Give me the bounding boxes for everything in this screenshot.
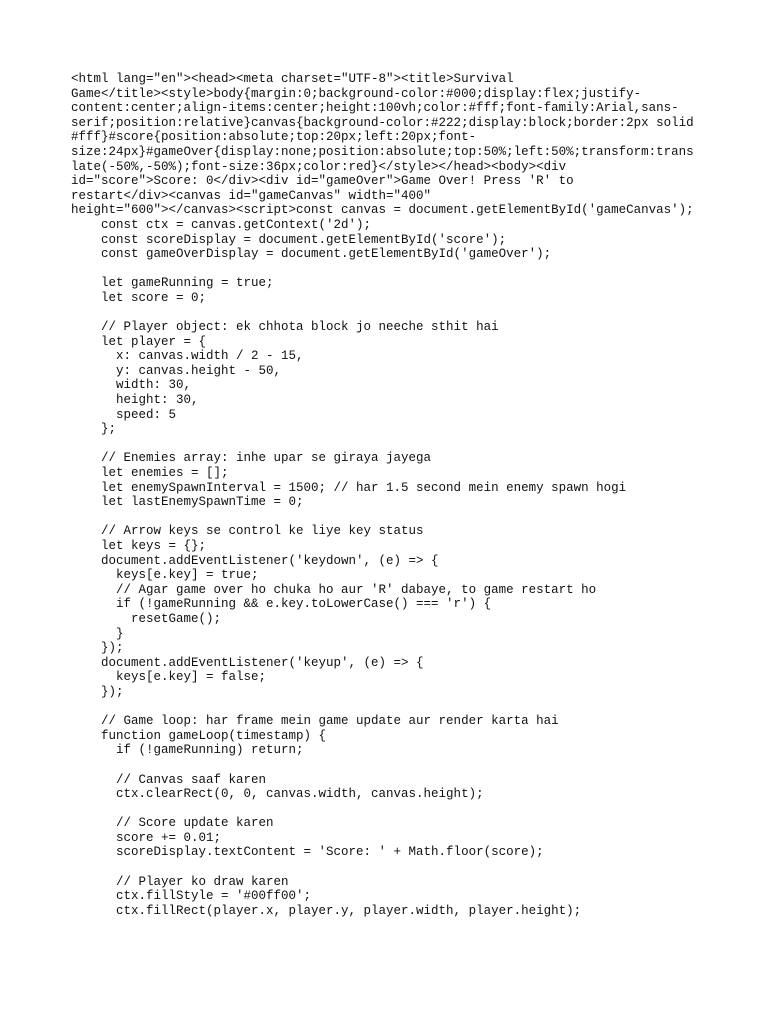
code-line: let keys = {};	[71, 539, 207, 553]
code-line	[71, 802, 711, 817]
code-line: speed: 5	[71, 407, 177, 422]
code-line: // Score update karen	[71, 816, 274, 831]
code-line: if (!gameRunning && e.key.toLowerCase() === 'r') {	[71, 597, 492, 612]
code-line: ctx.clearRect(0, 0, canvas.width, canvas.height);	[71, 787, 484, 802]
code-line: });	[71, 641, 124, 656]
code-line: const scoreDisplay = document.getElementById('score');	[71, 232, 507, 247]
code-line: scoreDisplay.textContent = 'Score: ' + Math.floor(score);	[71, 845, 544, 860]
code-line: let lastEnemySpawnTime = 0;	[71, 495, 304, 510]
code-line: id="score">Score: 0</div><div id="gameOver">Game Over! Press 'R' to	[71, 174, 574, 189]
code-line: function gameLoop(timestamp) {	[71, 728, 327, 743]
code-line: // Enemies array: inhe upar se giraya jayega	[71, 451, 432, 466]
code-line	[71, 860, 711, 875]
code-line: content:center;align-items:center;height:100vh;color:#fff;font-family:Arial,sans-	[71, 101, 679, 116]
code-line: // Arrow keys se control ke liye key status	[71, 524, 424, 539]
code-line: document.addEventListener('keydown', (e) => {	[71, 553, 439, 568]
code-line: let score = 0;	[71, 290, 207, 305]
code-line: late(-50%,-50%);font-size:36px;color:red}</style></head><body><div	[71, 159, 567, 174]
code-line: ctx.fillStyle = '#00ff00';	[71, 889, 312, 904]
code-line: #fff}#score{position:absolute;top:20px;left:20px;font-	[71, 130, 477, 145]
code-line: restart</div><canvas id="gameCanvas" width="400"	[71, 188, 432, 203]
code-line: resetGame();	[71, 611, 222, 626]
code-line: serif;position:relative}canvas{background-color:#222;display:block;border:2px solid	[71, 115, 694, 130]
code-line: x: canvas.width / 2 - 15,	[71, 349, 304, 364]
code-line: // Player ko draw karen	[71, 874, 289, 889]
code-line: keys[e.key] = false;	[71, 670, 267, 685]
code-line: let enemies = [];	[71, 466, 229, 481]
code-line: y: canvas.height - 50,	[71, 363, 282, 378]
code-line: let gameRunning = true;	[71, 276, 274, 291]
code-line	[71, 306, 711, 321]
code-line: <html lang="en"><head><meta charset="UTF-8"><title>Survival	[71, 72, 514, 86]
code-line	[71, 262, 711, 277]
code-line: const gameOverDisplay = document.getElementById('gameOver');	[71, 247, 552, 262]
code-line: Game</title><style>body{margin:0;background-color:#000;display:flex;justify-	[71, 86, 642, 101]
code-line: height="600"></canvas><script>const canvas = document.getElementById('gameCanvas');	[71, 203, 694, 218]
code-line	[71, 758, 711, 773]
code-line: if (!gameRunning) return;	[71, 743, 304, 758]
code-line: // Player object: ek chhota block jo neeche sthit hai	[71, 320, 499, 335]
code-line: let enemySpawnInterval = 1500; // har 1.5 second mein enemy spawn hogi	[71, 480, 627, 495]
code-line: // Game loop: har frame mein game update aur render karta hai	[71, 714, 559, 729]
code-line: ctx.fillRect(player.x, player.y, player.width, player.height);	[71, 903, 582, 918]
code-line: // Canvas saaf karen	[71, 772, 267, 787]
code-line: // Agar game over ho chuka ho aur 'R' dabaye, to game restart ho	[71, 582, 597, 597]
code-line: keys[e.key] = true;	[71, 568, 259, 583]
code-line: size:24px}#gameOver{display:none;position:absolute;top:50%;left:50%;transform:trans	[71, 144, 694, 159]
code-line	[71, 700, 711, 715]
code-line: height: 30,	[71, 393, 199, 408]
code-line: const ctx = canvas.getContext('2d');	[71, 217, 372, 232]
code-listing	[71, 72, 711, 918]
code-line: };	[71, 422, 117, 437]
code-line: width: 30,	[71, 378, 192, 393]
code-line	[71, 510, 711, 525]
code-line: score += 0.01;	[71, 830, 222, 845]
code-line: }	[71, 626, 124, 641]
code-line: let player = {	[71, 334, 207, 349]
code-line: });	[71, 684, 124, 699]
code-line: document.addEventListener('keyup', (e) => {	[71, 655, 424, 670]
code-line	[71, 437, 711, 452]
